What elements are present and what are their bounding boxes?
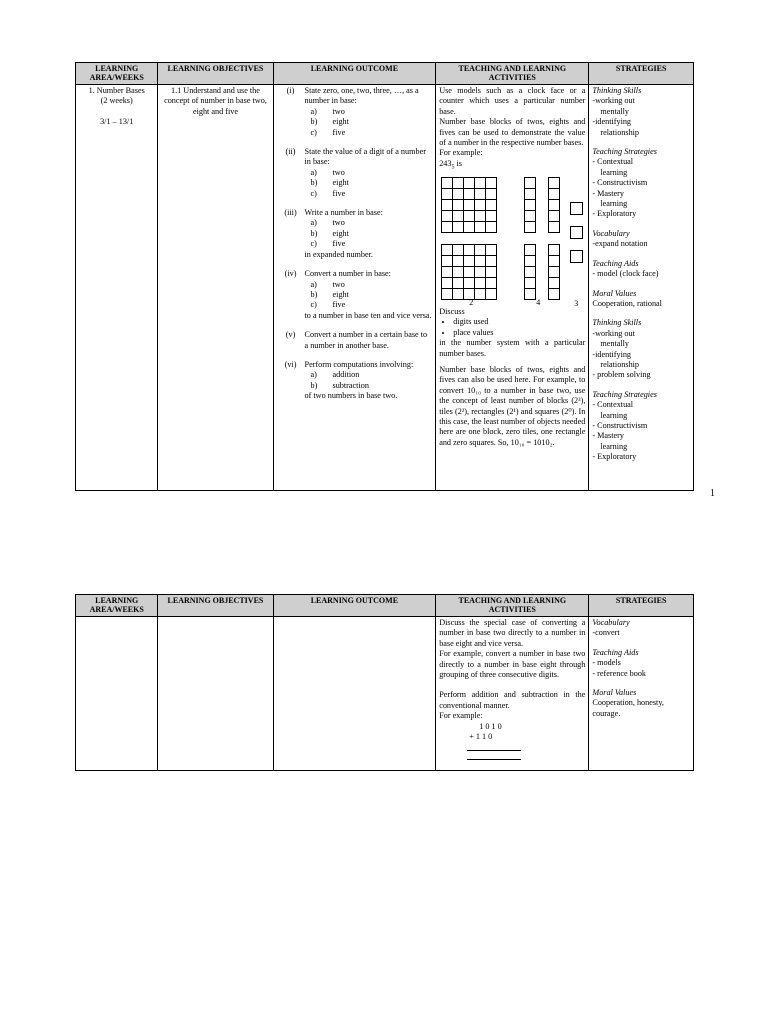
option-text: eight xyxy=(332,117,349,127)
label-hundreds: 2 xyxy=(469,297,474,307)
activity-p2: Number base blocks of twos, eights and fives can be used to demonstrate the value of a number in the respective number bases. xyxy=(439,117,586,148)
outcome-body xyxy=(305,86,433,138)
block-cell xyxy=(486,278,497,289)
outcome-option xyxy=(305,128,433,138)
option-letter: b) xyxy=(310,178,318,188)
block-cell xyxy=(475,178,486,189)
block-cell xyxy=(453,200,464,211)
header-row xyxy=(76,595,694,617)
outcome-option xyxy=(305,239,433,249)
strategy-item: - Constructivism xyxy=(592,178,648,188)
outcome-option xyxy=(305,280,433,290)
block-cell xyxy=(442,289,453,300)
option-letter: b) xyxy=(310,289,318,299)
rod-4 xyxy=(548,244,560,300)
sum-rule-2 xyxy=(467,759,521,760)
page-number: 1 xyxy=(710,488,715,499)
strategy-item: - models xyxy=(592,658,621,668)
block-cell xyxy=(549,256,560,267)
option-letter: c) xyxy=(310,188,317,198)
strategy-item: - Exploratory xyxy=(592,452,637,462)
option-text: two xyxy=(332,106,345,116)
option-letter: b) xyxy=(310,117,318,127)
block-cell xyxy=(486,289,497,300)
block-cell xyxy=(486,200,497,211)
block-cell xyxy=(442,189,453,200)
strategy-item: - Exploratory xyxy=(592,209,637,219)
outcome-option xyxy=(305,218,433,228)
block-cell xyxy=(486,189,497,200)
block-cell xyxy=(453,256,464,267)
strategy-item: - Mastery xyxy=(592,188,624,198)
outcome-option xyxy=(305,381,433,391)
outcomes-cell xyxy=(273,617,436,771)
strategy-heading: Thinking Skills xyxy=(592,318,642,328)
strategy-item: relationship xyxy=(600,359,640,369)
block-cell xyxy=(464,245,475,256)
block-cell xyxy=(464,178,475,189)
strategy-item: -expand notation xyxy=(592,239,648,249)
activity-p2: For example, convert a number in base two directly to a number in base eight through grouping of three consecutive digits. xyxy=(439,649,586,680)
outcome-option xyxy=(305,189,433,199)
strategy-heading: Teaching Aids xyxy=(592,647,639,657)
outcome-body xyxy=(305,360,433,391)
option-letter: a) xyxy=(310,279,317,289)
activity-example: For example: xyxy=(439,711,483,721)
activity-p1: Discuss the special case of converting a number in base two directly to a number in base eight and vice versa. xyxy=(439,618,586,648)
option-letter: a) xyxy=(310,106,317,116)
block-cell xyxy=(442,267,453,278)
block-cell xyxy=(475,222,486,233)
block-cell xyxy=(442,178,453,189)
outcome-item xyxy=(277,330,433,351)
block-cell xyxy=(475,278,486,289)
outcome-after: in expanded number. xyxy=(304,249,373,259)
option-letter: c) xyxy=(310,300,317,310)
outcome-body xyxy=(305,269,433,311)
option-text: two xyxy=(332,279,345,289)
option-text: five xyxy=(332,188,346,198)
option-text: two xyxy=(332,218,345,228)
block-cell xyxy=(475,189,486,200)
area-dates: 3/1 – 13/1 xyxy=(100,116,134,126)
strategy-item: -identifying xyxy=(592,349,632,359)
area-title: 1. Number Bases xyxy=(88,86,145,95)
content-row xyxy=(76,617,694,771)
strategy-heading: Thinking Skills xyxy=(592,86,642,95)
list-item: • digits used xyxy=(453,317,585,327)
strategy-item: mentally xyxy=(600,339,630,349)
block-cell xyxy=(525,200,536,211)
learning-area-cell xyxy=(76,85,158,491)
activity-example: For example: xyxy=(439,148,483,158)
activity-discuss: Discuss xyxy=(439,306,465,316)
option-letter: c) xyxy=(310,127,317,137)
activity-discuss-after: in the number system with a particular number bases. xyxy=(439,338,586,358)
option-letter: a) xyxy=(310,370,317,380)
header-learning-outcome: LEARNING OUTCOME xyxy=(273,595,436,617)
lesson-plan-table-1 xyxy=(75,62,694,491)
block-cell xyxy=(525,178,536,189)
outcome-number: (iv) xyxy=(284,269,297,279)
outcome-body xyxy=(305,330,433,351)
outcome-text: Write a number in base: xyxy=(304,208,383,218)
outcome-item xyxy=(277,147,433,199)
header-learning-objectives: LEARNING OBJECTIVES xyxy=(158,63,273,85)
objectives-cell xyxy=(158,85,273,491)
outcome-item xyxy=(277,86,433,138)
strategy-item: -working out xyxy=(592,328,635,338)
objectives-cell xyxy=(158,617,273,771)
header-learning-objectives: LEARNING OBJECTIVES xyxy=(158,595,273,617)
rod-1 xyxy=(524,177,536,233)
sum-bottom: + 1 1 0 xyxy=(469,732,493,742)
outcomes-cell xyxy=(273,85,436,491)
header-activities: TEACHING AND LEARNING ACTIVITIES xyxy=(436,63,589,85)
header-learning-outcome: LEARNING OUTCOME xyxy=(273,63,436,85)
strategy-item: - model (clock face) xyxy=(592,269,659,279)
outcome-option xyxy=(305,229,433,239)
block-cell xyxy=(525,278,536,289)
number-base-blocks xyxy=(439,175,585,307)
option-letter: b) xyxy=(310,380,318,390)
outcome-option xyxy=(305,370,433,380)
block-top xyxy=(441,177,497,233)
block-cell xyxy=(486,222,497,233)
strategy-item: - problem solving xyxy=(592,370,651,380)
strategy-item: relationship xyxy=(600,127,640,137)
unit-square-2 xyxy=(570,226,583,239)
list-item: • place values xyxy=(453,328,585,338)
header-learning-area: LEARNING AREA/WEEKS xyxy=(76,63,158,85)
strategy-heading: Moral Values xyxy=(592,288,637,298)
lesson-plan-table-2 xyxy=(75,594,694,771)
block-cell xyxy=(475,267,486,278)
block-cell xyxy=(464,278,475,289)
block-cell xyxy=(525,267,536,278)
strategy-item: mentally xyxy=(600,106,630,116)
block-cell xyxy=(486,211,497,222)
option-text: eight xyxy=(332,178,349,188)
block-cell xyxy=(464,211,475,222)
outcome-after: of two numbers in base two. xyxy=(304,391,398,401)
outcome-option xyxy=(305,300,433,310)
strategy-item: Cooperation, rational xyxy=(592,298,662,308)
activities-cell xyxy=(436,617,589,771)
strategy-heading: Vocabulary xyxy=(592,228,630,238)
block-cell xyxy=(442,256,453,267)
block-cell xyxy=(453,289,464,300)
block-cell xyxy=(486,267,497,278)
outcome-option xyxy=(305,178,433,188)
outcome-number: (i) xyxy=(286,86,295,95)
strategy-item: -convert xyxy=(592,628,620,638)
learning-area-cell xyxy=(76,617,158,771)
strategy-item: -identifying xyxy=(592,117,632,127)
option-text: five xyxy=(332,239,346,249)
block-cell xyxy=(486,256,497,267)
content-row xyxy=(76,85,694,491)
sum-rule-1 xyxy=(467,750,521,751)
block-cell xyxy=(464,222,475,233)
strategy-heading: Moral Values xyxy=(592,688,637,698)
block-cell xyxy=(549,222,560,233)
strategy-heading: Teaching Strategies xyxy=(592,389,657,399)
block-bottom xyxy=(441,244,497,300)
outcome-item xyxy=(277,208,433,250)
outcome-number: (vi) xyxy=(284,359,297,369)
discuss-list xyxy=(439,317,585,338)
outcome-text: Perform computations involving: xyxy=(304,359,414,369)
header-activities: TEACHING AND LEARNING ACTIVITIES xyxy=(436,595,589,617)
block-cell xyxy=(453,178,464,189)
block-cell xyxy=(549,200,560,211)
option-text: addition xyxy=(332,370,360,380)
outcome-text: Convert a number in a certain base to a number in another base. xyxy=(304,330,428,350)
strategy-item: learning xyxy=(600,167,628,177)
block-cell xyxy=(453,189,464,200)
strategy-item: learning xyxy=(600,441,628,451)
strategy-item: - Contextual xyxy=(592,157,634,167)
block-cell xyxy=(525,256,536,267)
rod-2 xyxy=(548,177,560,233)
outcome-text: State the value of a digit of a number in base: xyxy=(304,147,426,167)
strategies-cell xyxy=(589,617,694,771)
block-cell xyxy=(549,178,560,189)
outcome-body xyxy=(305,208,433,250)
unit-square-3 xyxy=(570,250,583,263)
option-text: subtraction xyxy=(332,380,369,390)
block-cell xyxy=(549,245,560,256)
block-cell xyxy=(464,256,475,267)
block-cell xyxy=(549,211,560,222)
block-cell xyxy=(525,211,536,222)
block-cell xyxy=(486,178,497,189)
outcome-number: (iii) xyxy=(284,208,297,218)
block-cell xyxy=(549,189,560,200)
block-cell xyxy=(442,245,453,256)
block-cell xyxy=(525,189,536,200)
option-text: eight xyxy=(332,289,349,299)
header-learning-area: LEARNING AREA/WEEKS xyxy=(76,595,158,617)
option-letter: a) xyxy=(310,167,317,177)
block-cell xyxy=(549,267,560,278)
option-text: two xyxy=(332,167,345,177)
outcome-item xyxy=(277,269,433,311)
block-cell xyxy=(464,189,475,200)
label-units: 3 xyxy=(574,298,579,308)
outcome-text: State zero, one, two, three, …, as a number in base: xyxy=(304,86,419,106)
block-cell xyxy=(453,222,464,233)
strategy-item: Cooperation, honesty, courage. xyxy=(592,698,664,718)
option-letter: b) xyxy=(310,228,318,238)
option-text: five xyxy=(332,127,346,137)
strategy-item: learning xyxy=(600,410,628,420)
option-letter: c) xyxy=(310,239,317,249)
rod-3 xyxy=(524,244,536,300)
block-cell xyxy=(549,289,560,300)
block-cell xyxy=(442,278,453,289)
block-cell xyxy=(549,278,560,289)
block-cell xyxy=(475,200,486,211)
block-cell xyxy=(525,289,536,300)
block-cell xyxy=(453,211,464,222)
block-cell xyxy=(486,245,497,256)
outcome-option xyxy=(305,290,433,300)
strategies-cell xyxy=(589,85,694,491)
block-cell xyxy=(453,278,464,289)
block-cell xyxy=(442,200,453,211)
block-cell xyxy=(475,289,486,300)
unit-square-1 xyxy=(570,202,583,215)
strategy-item: learning xyxy=(600,199,628,209)
outcome-text: Convert a number in base: xyxy=(304,269,391,279)
outcome-option xyxy=(305,168,433,178)
header-row xyxy=(76,63,694,85)
block-cell xyxy=(464,267,475,278)
block-cell xyxy=(453,245,464,256)
option-text: five xyxy=(332,300,346,310)
outcome-number: (ii) xyxy=(285,147,296,157)
outcome-after: to a number in base ten and vice versa. xyxy=(304,310,432,320)
block-cell xyxy=(442,211,453,222)
strategy-item: -working out xyxy=(592,96,635,106)
block-cell xyxy=(525,222,536,233)
block-cell xyxy=(525,245,536,256)
option-letter: a) xyxy=(310,218,317,228)
outcome-option xyxy=(305,117,433,127)
outcome-number: (v) xyxy=(285,330,296,340)
strategy-item: - Contextual xyxy=(592,400,634,410)
strategy-heading: Teaching Strategies xyxy=(592,147,657,157)
block-cell xyxy=(475,245,486,256)
objective-text: 1.1 Understand and use the concept of number in base two, eight and five xyxy=(164,86,267,116)
area-duration: (2 weeks) xyxy=(100,96,133,106)
block-cell xyxy=(453,267,464,278)
label-tens: 4 xyxy=(536,297,541,307)
outcome-option xyxy=(305,107,433,117)
outcome-item xyxy=(277,360,433,391)
strategy-item: - Constructivism xyxy=(592,420,648,430)
strategy-heading: Teaching Aids xyxy=(592,258,639,268)
activity-p3: Perform addition and subtraction in the conventional manner. xyxy=(439,690,586,710)
activity-p1: Use models such as a clock face or a counter which uses a particular number base. xyxy=(439,86,586,116)
activity-p3: Number base blocks of twos, eights and fives can also be used here. For example, to convert 10₁₀ to a number in base two, use the concept of least number of blocks (2³), tiles (2²), rectangles (2¹) and squares (2⁰). In this case, the least number of objects needed here are one block, zero tiles, one rectangle and zero squares. So, 10₁₀ = 1010₂. xyxy=(439,364,586,447)
strategy-item: - reference book xyxy=(592,668,647,678)
block-cell xyxy=(475,211,486,222)
strategy-item: - Mastery xyxy=(592,431,624,441)
header-strategies: STRATEGIES xyxy=(589,63,694,85)
activities-cell xyxy=(436,85,589,491)
sum-top: 1 0 1 0 xyxy=(479,721,502,731)
activity-number: $243_5$ is xyxy=(439,158,462,171)
option-text: eight xyxy=(332,228,349,238)
header-strategies: STRATEGIES xyxy=(589,595,694,617)
block-cell xyxy=(475,256,486,267)
strategy-heading: Vocabulary xyxy=(592,618,630,627)
outcome-body xyxy=(305,147,433,199)
block-cell xyxy=(464,200,475,211)
block-cell xyxy=(442,222,453,233)
